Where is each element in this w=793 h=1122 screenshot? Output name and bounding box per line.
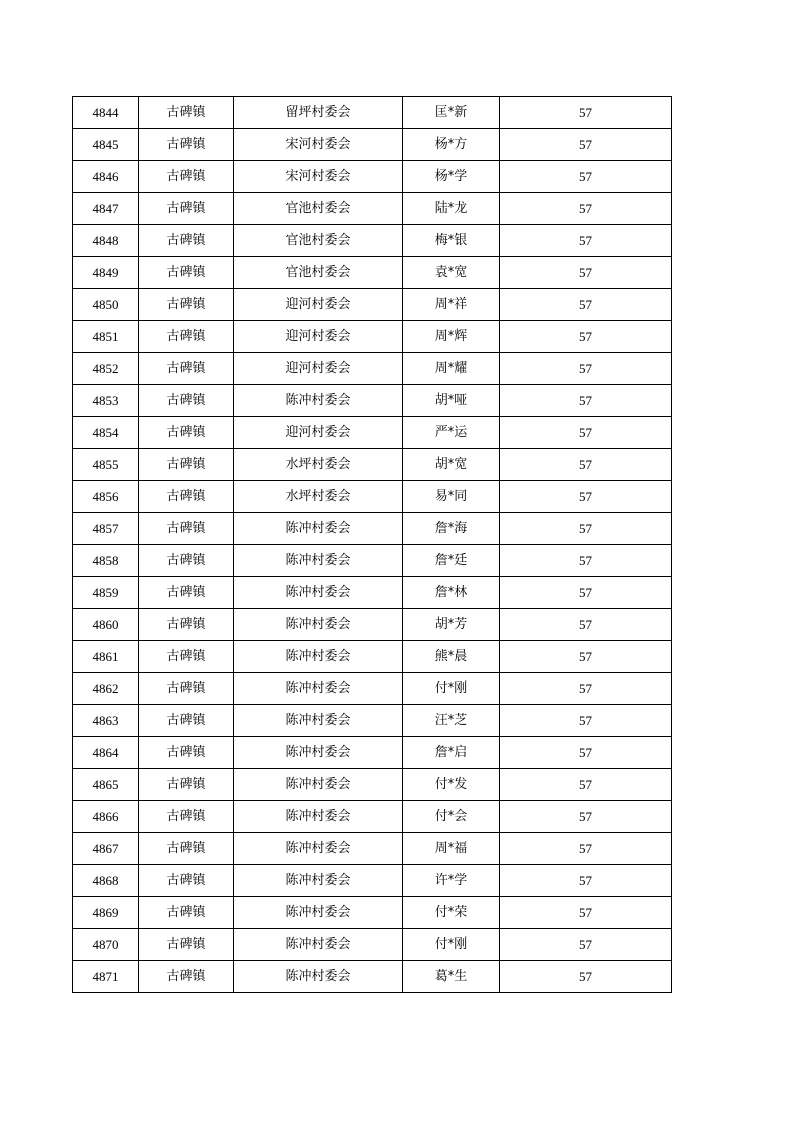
table-row — [73, 609, 672, 641]
row-number-cell: 4857 — [73, 513, 139, 545]
person-name-cell: 许*学 — [403, 865, 500, 897]
table-row — [73, 193, 672, 225]
town-cell: 古碑镇 — [139, 481, 234, 513]
person-name-cell: 詹*林 — [403, 577, 500, 609]
row-number-cell: 4853 — [73, 385, 139, 417]
town-cell: 古碑镇 — [139, 193, 234, 225]
village-committee-cell: 陈冲村委会 — [234, 801, 403, 833]
amount-cell: 57 — [500, 97, 672, 129]
amount-cell: 57 — [500, 449, 672, 481]
person-name-cell: 胡*哑 — [403, 385, 500, 417]
amount-cell: 57 — [500, 961, 672, 993]
town-cell: 古碑镇 — [139, 513, 234, 545]
amount-cell: 57 — [500, 865, 672, 897]
row-number-cell: 4862 — [73, 673, 139, 705]
row-number-cell: 4845 — [73, 129, 139, 161]
table-row — [73, 769, 672, 801]
table-row — [73, 449, 672, 481]
town-cell: 古碑镇 — [139, 929, 234, 961]
person-name-cell: 付*刚 — [403, 673, 500, 705]
town-cell: 古碑镇 — [139, 897, 234, 929]
town-cell: 古碑镇 — [139, 289, 234, 321]
person-name-cell: 詹*启 — [403, 737, 500, 769]
table-row — [73, 897, 672, 929]
town-cell: 古碑镇 — [139, 321, 234, 353]
table-row — [73, 417, 672, 449]
row-number-cell: 4846 — [73, 161, 139, 193]
amount-cell: 57 — [500, 641, 672, 673]
amount-cell: 57 — [500, 897, 672, 929]
person-name-cell: 杨*方 — [403, 129, 500, 161]
amount-cell: 57 — [500, 737, 672, 769]
village-committee-cell: 留坪村委会 — [234, 97, 403, 129]
table-row — [73, 385, 672, 417]
row-number-cell: 4865 — [73, 769, 139, 801]
town-cell: 古碑镇 — [139, 609, 234, 641]
table-row — [73, 225, 672, 257]
town-cell: 古碑镇 — [139, 737, 234, 769]
amount-cell: 57 — [500, 609, 672, 641]
amount-cell: 57 — [500, 513, 672, 545]
person-name-cell: 胡*芳 — [403, 609, 500, 641]
person-name-cell: 付*刚 — [403, 929, 500, 961]
town-cell: 古碑镇 — [139, 449, 234, 481]
amount-cell: 57 — [500, 929, 672, 961]
person-name-cell: 葛*生 — [403, 961, 500, 993]
town-cell: 古碑镇 — [139, 833, 234, 865]
amount-cell: 57 — [500, 801, 672, 833]
row-number-cell: 4866 — [73, 801, 139, 833]
town-cell: 古碑镇 — [139, 225, 234, 257]
row-number-cell: 4859 — [73, 577, 139, 609]
village-committee-cell: 陈冲村委会 — [234, 673, 403, 705]
person-name-cell: 杨*学 — [403, 161, 500, 193]
row-number-cell: 4858 — [73, 545, 139, 577]
amount-cell: 57 — [500, 321, 672, 353]
row-number-cell: 4861 — [73, 641, 139, 673]
table-row — [73, 705, 672, 737]
table-row — [73, 961, 672, 993]
village-committee-cell: 陈冲村委会 — [234, 513, 403, 545]
table-row — [73, 513, 672, 545]
person-name-cell: 周*耀 — [403, 353, 500, 385]
row-number-cell: 4847 — [73, 193, 139, 225]
town-cell: 古碑镇 — [139, 97, 234, 129]
person-name-cell: 周*祥 — [403, 289, 500, 321]
amount-cell: 57 — [500, 193, 672, 225]
town-cell: 古碑镇 — [139, 865, 234, 897]
person-name-cell: 詹*海 — [403, 513, 500, 545]
person-name-cell: 周*辉 — [403, 321, 500, 353]
row-number-cell: 4850 — [73, 289, 139, 321]
roster-table-body — [73, 97, 672, 993]
town-cell: 古碑镇 — [139, 385, 234, 417]
town-cell: 古碑镇 — [139, 769, 234, 801]
person-name-cell: 付*发 — [403, 769, 500, 801]
table-row — [73, 129, 672, 161]
amount-cell: 57 — [500, 705, 672, 737]
village-committee-cell: 陈冲村委会 — [234, 737, 403, 769]
row-number-cell: 4867 — [73, 833, 139, 865]
row-number-cell: 4869 — [73, 897, 139, 929]
village-committee-cell: 陈冲村委会 — [234, 545, 403, 577]
table-row — [73, 257, 672, 289]
table-row — [73, 833, 672, 865]
table-row — [73, 737, 672, 769]
person-name-cell: 匡*新 — [403, 97, 500, 129]
person-name-cell: 周*福 — [403, 833, 500, 865]
amount-cell: 57 — [500, 257, 672, 289]
village-committee-cell: 陈冲村委会 — [234, 865, 403, 897]
table-row — [73, 865, 672, 897]
village-committee-cell: 陈冲村委会 — [234, 577, 403, 609]
amount-cell: 57 — [500, 545, 672, 577]
village-committee-cell: 官池村委会 — [234, 257, 403, 289]
village-committee-cell: 陈冲村委会 — [234, 833, 403, 865]
village-committee-cell: 迎河村委会 — [234, 417, 403, 449]
town-cell: 古碑镇 — [139, 801, 234, 833]
village-committee-cell: 陈冲村委会 — [234, 929, 403, 961]
person-name-cell: 严*运 — [403, 417, 500, 449]
roster-table — [72, 96, 672, 993]
village-committee-cell: 陈冲村委会 — [234, 961, 403, 993]
town-cell: 古碑镇 — [139, 705, 234, 737]
village-committee-cell: 迎河村委会 — [234, 321, 403, 353]
row-number-cell: 4860 — [73, 609, 139, 641]
town-cell: 古碑镇 — [139, 641, 234, 673]
person-name-cell: 付*会 — [403, 801, 500, 833]
table-row — [73, 321, 672, 353]
row-number-cell: 4854 — [73, 417, 139, 449]
table-row — [73, 545, 672, 577]
person-name-cell: 詹*廷 — [403, 545, 500, 577]
amount-cell: 57 — [500, 417, 672, 449]
table-row — [73, 97, 672, 129]
village-committee-cell: 水坪村委会 — [234, 449, 403, 481]
village-committee-cell: 陈冲村委会 — [234, 641, 403, 673]
row-number-cell: 4851 — [73, 321, 139, 353]
person-name-cell: 陆*龙 — [403, 193, 500, 225]
village-committee-cell: 陈冲村委会 — [234, 705, 403, 737]
village-committee-cell: 陈冲村委会 — [234, 609, 403, 641]
amount-cell: 57 — [500, 481, 672, 513]
amount-cell: 57 — [500, 833, 672, 865]
table-row — [73, 641, 672, 673]
row-number-cell: 4870 — [73, 929, 139, 961]
table-row — [73, 673, 672, 705]
amount-cell: 57 — [500, 577, 672, 609]
town-cell: 古碑镇 — [139, 161, 234, 193]
table-row — [73, 353, 672, 385]
town-cell: 古碑镇 — [139, 353, 234, 385]
row-number-cell: 4844 — [73, 97, 139, 129]
village-committee-cell: 宋河村委会 — [234, 129, 403, 161]
person-name-cell: 梅*银 — [403, 225, 500, 257]
row-number-cell: 4848 — [73, 225, 139, 257]
village-committee-cell: 陈冲村委会 — [234, 897, 403, 929]
village-committee-cell: 迎河村委会 — [234, 289, 403, 321]
amount-cell: 57 — [500, 225, 672, 257]
town-cell: 古碑镇 — [139, 417, 234, 449]
amount-cell: 57 — [500, 353, 672, 385]
amount-cell: 57 — [500, 129, 672, 161]
village-committee-cell: 官池村委会 — [234, 225, 403, 257]
person-name-cell: 熊*晨 — [403, 641, 500, 673]
table-row — [73, 161, 672, 193]
amount-cell: 57 — [500, 161, 672, 193]
town-cell: 古碑镇 — [139, 577, 234, 609]
person-name-cell: 汪*芝 — [403, 705, 500, 737]
table-row — [73, 481, 672, 513]
row-number-cell: 4849 — [73, 257, 139, 289]
row-number-cell: 4855 — [73, 449, 139, 481]
amount-cell: 57 — [500, 385, 672, 417]
town-cell: 古碑镇 — [139, 961, 234, 993]
village-committee-cell: 陈冲村委会 — [234, 385, 403, 417]
row-number-cell: 4863 — [73, 705, 139, 737]
town-cell: 古碑镇 — [139, 673, 234, 705]
row-number-cell: 4868 — [73, 865, 139, 897]
amount-cell: 57 — [500, 673, 672, 705]
row-number-cell: 4871 — [73, 961, 139, 993]
village-committee-cell: 水坪村委会 — [234, 481, 403, 513]
person-name-cell: 付*荣 — [403, 897, 500, 929]
amount-cell: 57 — [500, 769, 672, 801]
village-committee-cell: 官池村委会 — [234, 193, 403, 225]
village-committee-cell: 迎河村委会 — [234, 353, 403, 385]
row-number-cell: 4864 — [73, 737, 139, 769]
amount-cell: 57 — [500, 289, 672, 321]
table-row — [73, 577, 672, 609]
table-row — [73, 801, 672, 833]
person-name-cell: 胡*宽 — [403, 449, 500, 481]
town-cell: 古碑镇 — [139, 545, 234, 577]
town-cell: 古碑镇 — [139, 257, 234, 289]
table-row — [73, 289, 672, 321]
row-number-cell: 4856 — [73, 481, 139, 513]
person-name-cell: 袁*宽 — [403, 257, 500, 289]
village-committee-cell: 宋河村委会 — [234, 161, 403, 193]
row-number-cell: 4852 — [73, 353, 139, 385]
person-name-cell: 易*同 — [403, 481, 500, 513]
village-committee-cell: 陈冲村委会 — [234, 769, 403, 801]
table-row — [73, 929, 672, 961]
town-cell: 古碑镇 — [139, 129, 234, 161]
